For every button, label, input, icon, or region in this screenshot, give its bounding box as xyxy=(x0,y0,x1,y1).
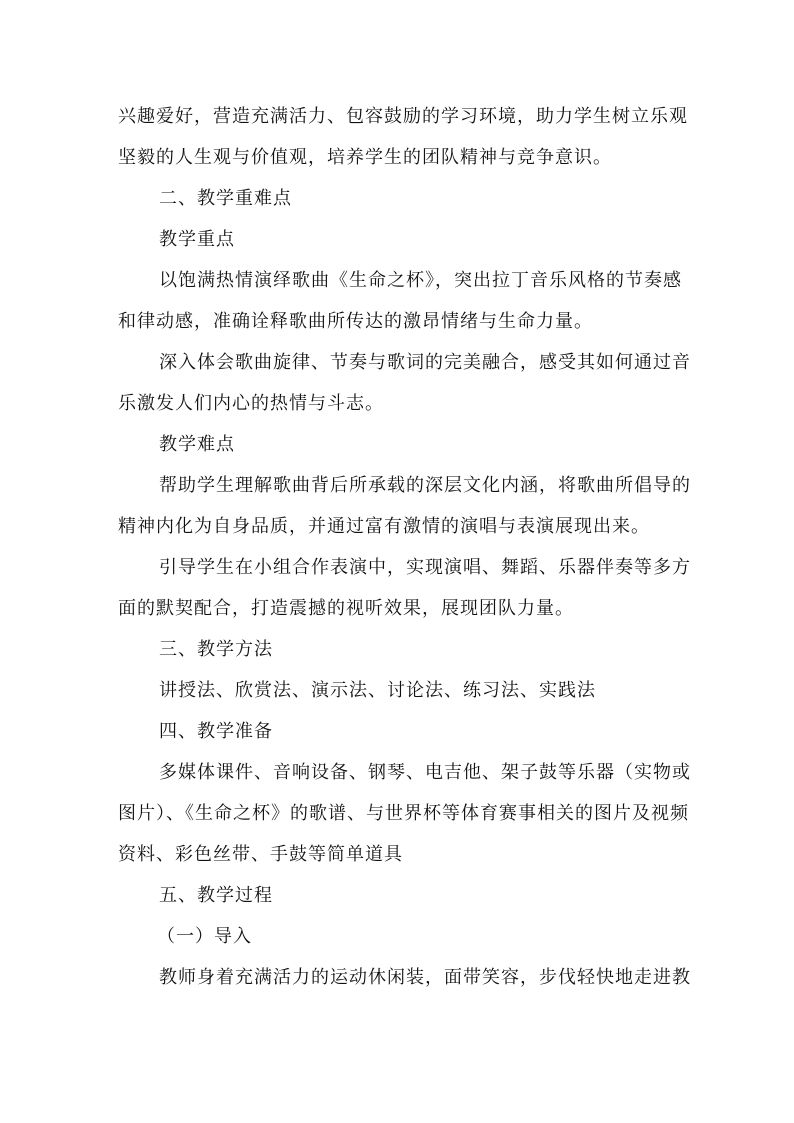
paragraph-line: 图片）、《生命之杯》的歌谱、与世界杯等体育赛事相关的图片及视频 xyxy=(118,803,689,824)
paragraph-line: 资料、彩色丝带、手鼓等简单道具 xyxy=(118,844,403,865)
section-heading: 三、教学方法 xyxy=(159,639,273,660)
section-heading: 二、教学重难点 xyxy=(159,188,292,209)
paragraph-line: 兴趣爱好，营造充满活力、包容鼓励的学习环境，助力学生树立乐观 xyxy=(118,106,688,127)
subsection-heading: 教学难点 xyxy=(159,434,235,455)
paragraph-line: 教师身着充满活力的运动休闲装，面带笑容，步伐轻快地走进教 xyxy=(159,967,691,988)
section-heading: 五、教学过程 xyxy=(159,885,273,906)
paragraph-line: 乐激发人们内心的热情与斗志。 xyxy=(118,393,384,414)
paragraph-line: 引导学生在小组合作表演中，实现演唱、舞蹈、乐器伴奏等多方 xyxy=(159,557,691,578)
paragraph-line: 多媒体课件、音响设备、钢琴、电吉他、架子鼓等乐器（实物或 xyxy=(159,762,691,783)
paragraph-line: 深入体会歌曲旋律、节奏与歌词的完美融合，感受其如何通过音 xyxy=(159,352,691,373)
subsection-heading: 教学重点 xyxy=(159,229,235,250)
paragraph-line: 和律动感，准确诠释歌曲所传达的激昂情绪与生命力量。 xyxy=(118,311,593,332)
paragraph-line: 坚毅的人生观与价值观，培养学生的团队精神与竞争意识。 xyxy=(118,147,612,168)
subsection-heading: （一）导入 xyxy=(157,926,252,947)
paragraph-line: 帮助学生理解歌曲背后所承载的深层文化内涵，将歌曲所倡导的 xyxy=(159,475,691,496)
section-heading: 四、教学准备 xyxy=(159,721,273,742)
paragraph-line: 面的默契配合，打造震撼的视听效果，展现团队力量。 xyxy=(118,598,574,619)
paragraph-line: 精神内化为自身品质，并通过富有激情的演唱与表演展现出来。 xyxy=(118,516,650,537)
paragraph-line: 以饱满热情演绎歌曲《生命之杯》，突出拉丁音乐风格的节奏感 xyxy=(159,270,682,291)
paragraph-line: 讲授法、欣赏法、演示法、讨论法、练习法、实践法 xyxy=(159,680,596,701)
